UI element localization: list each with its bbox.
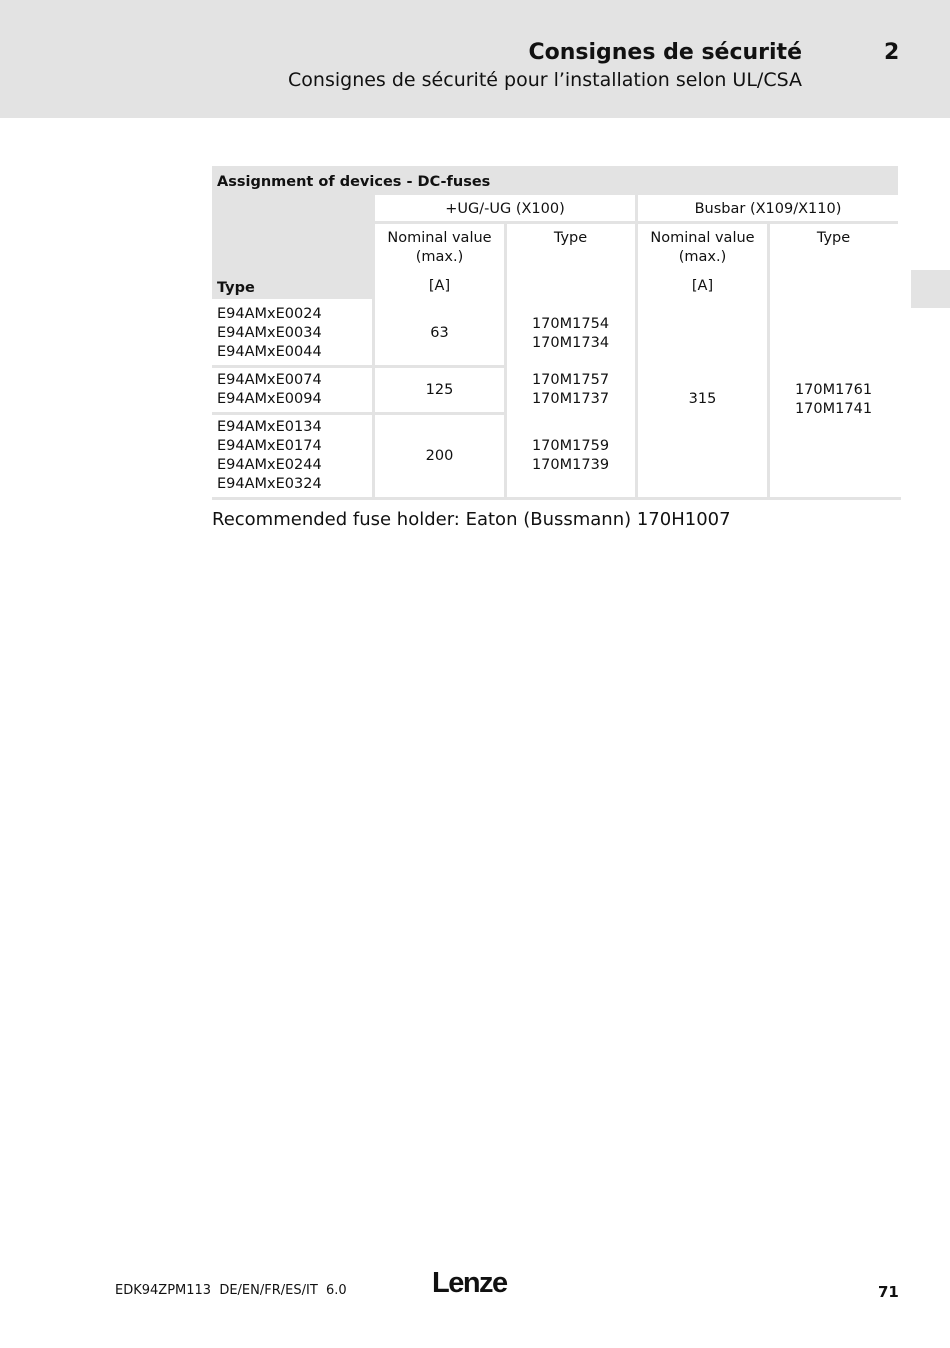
row-1-fuse: 170M1754 170M1734	[531, 315, 610, 351]
row-2-fuse: 170M1757 170M1737	[531, 372, 610, 407]
fuse-holder-note: Recommended fuse holder: Eaton (Bussmann) 170H1007	[212, 509, 731, 530]
dc-fuse-table	[212, 166, 901, 500]
group-label-busbar: Busbar (X109/X110)	[694, 200, 842, 217]
page-header	[0, 0, 950, 118]
row-3-types: E94AMxE0134 E94AMxE0174 E94AMxE0244 E94AMxE0324	[217, 419, 322, 492]
grid-line	[372, 195, 375, 497]
chapter-title: Consignes de sécurité	[528, 40, 802, 65]
document-code: EDK94ZPM113 DE/EN/FR/ES/IT 6.0	[115, 1283, 347, 1298]
grid-line	[504, 223, 507, 497]
row-header-type: Type	[217, 279, 255, 296]
grid-line	[767, 223, 770, 497]
table-bottom-rule	[212, 497, 901, 500]
row-2-types: E94AMxE0074 E94AMxE0094	[217, 372, 322, 407]
row-3-fuse: 170M1759 170M1739	[531, 438, 610, 473]
row-1-types: E94AMxE0024 E94AMxE0034 E94AMxE0044	[217, 306, 322, 360]
grid-line	[212, 412, 504, 415]
section-subtitle: Consignes de sécurité pour l’installation selon UL/CSA	[288, 69, 802, 91]
col-type-ug: Type	[553, 229, 588, 246]
busbar-fuse: 170M1761 170M1741	[794, 381, 873, 417]
col-nominal-ug: Nominal value (max.)	[387, 230, 492, 265]
grid-line	[635, 195, 638, 497]
grid-line	[212, 365, 504, 368]
col-type-busbar: Type	[816, 229, 851, 246]
row-1-nominal: 63	[430, 325, 449, 341]
row-3-nominal: 200	[425, 447, 454, 464]
row-2-nominal: 125	[425, 381, 454, 398]
chapter-tab-marker	[911, 270, 950, 308]
table-title: Assignment of devices - DC-fuses	[217, 173, 491, 190]
group-label-ug: +UG/-UG (X100)	[445, 200, 565, 217]
unit-ug: [A]	[428, 277, 451, 294]
busbar-nominal: 315	[688, 391, 717, 407]
grid-line	[375, 221, 898, 224]
page-number: 71	[878, 1283, 899, 1301]
unit-busbar: [A]	[691, 277, 714, 294]
lenze-logo: Lenze	[432, 1267, 507, 1299]
col-nominal-busbar: Nominal value (max.)	[650, 230, 755, 265]
chapter-number: 2	[884, 40, 900, 65]
